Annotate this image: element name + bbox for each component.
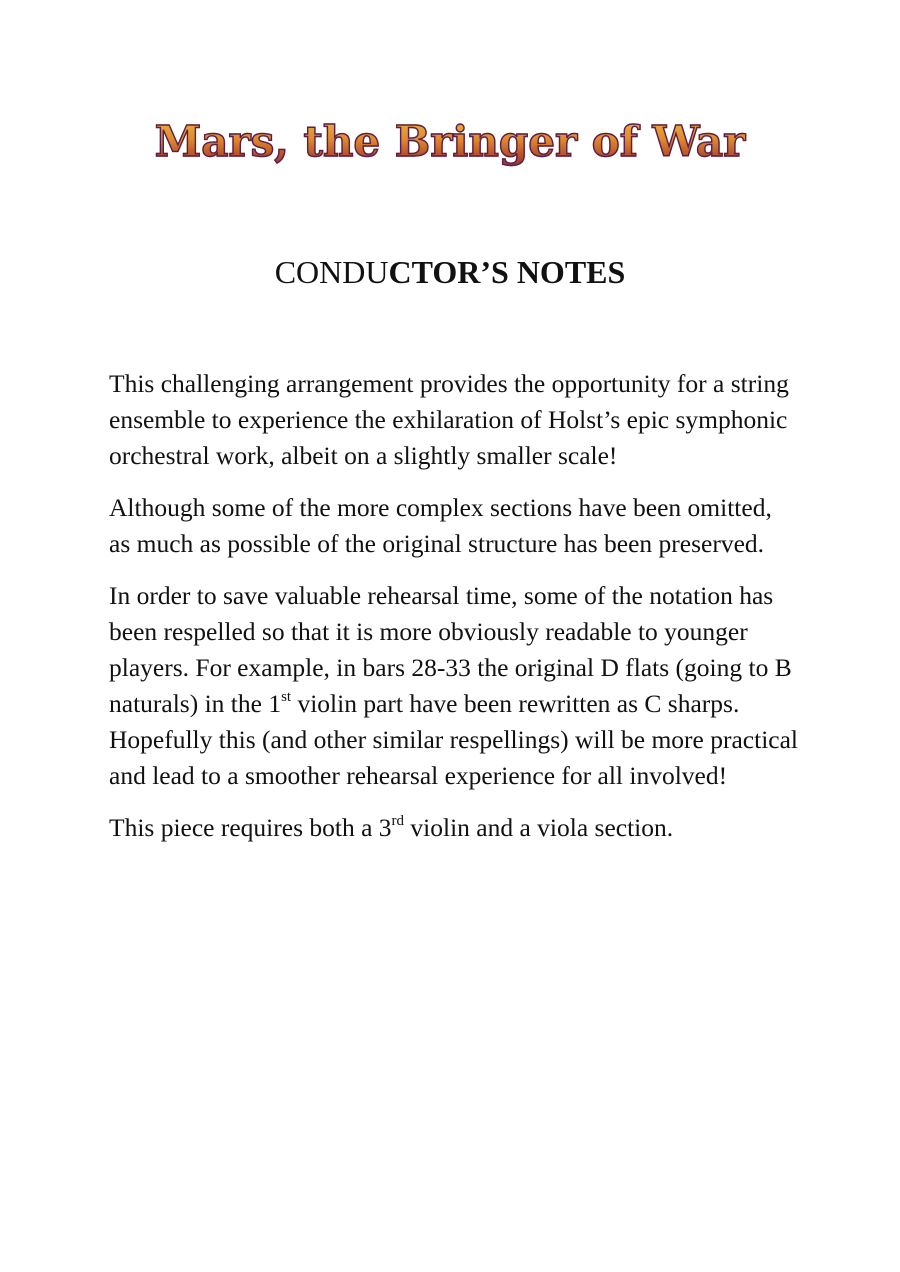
document-title: Mars, the Bringer of War	[0, 112, 900, 172]
paragraph-omissions: Although some of the more complex sections have been omitted, as much as possible of the original structure has been preserved.	[109, 493, 772, 558]
paragraph-respelling	[109, 578, 799, 794]
paragraph-intro: This challenging arrangement provides the opportunity for a string ensemble to experience the exhilaration of Holst’s epic symphonic orchestral work, albeit on a slightly smaller scale!	[109, 369, 789, 470]
paragraph-respelling-text-2: violin part have been rewritten as C sharps. Hopefully this (and other similar respellings) will be more practical and lead to a smoother rehearsal experience for all involved!	[109, 689, 799, 790]
paragraph-requirements-text-2: violin and a viola section.	[404, 813, 674, 842]
section-heading-part2: CTOR’S NOTES	[388, 254, 626, 290]
paragraph-requirements	[109, 810, 799, 846]
section-heading-part1: CONDU	[274, 254, 389, 290]
ordinal-superscript: st	[281, 689, 292, 705]
notes-body	[109, 366, 799, 862]
paragraph-requirements-text-1: This piece requires both a 3	[109, 813, 392, 842]
section-heading	[0, 252, 900, 292]
ordinal-superscript: rd	[391, 813, 405, 829]
paragraph-respelling-text-1: In order to save valuable rehearsal time, some of the notation has been respelled so that it is more obviously readable to younger players. For example, in bars 28-33 the original D flats (going to B naturals) in the 1	[109, 581, 792, 718]
